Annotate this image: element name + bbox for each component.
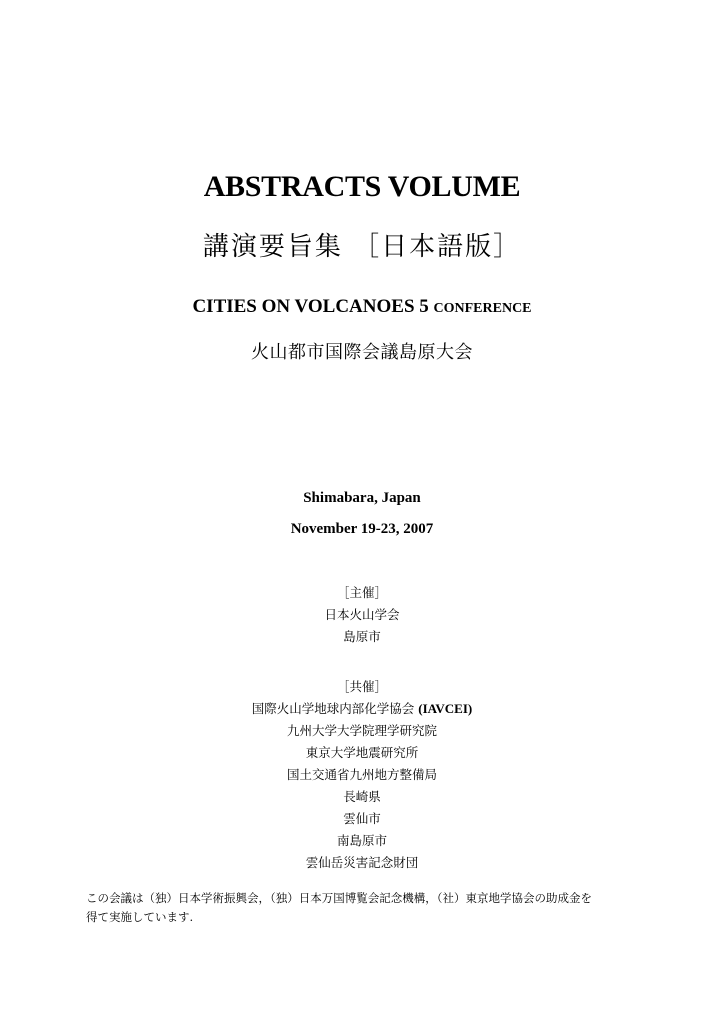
funding-footnote-line-1: この会議は（独）日本学術振興会，（独）日本万国博覧会記念機構，（社）東京地学協会の助成金を bbox=[86, 891, 592, 905]
cohost-item: 雲仙岳災害記念財団 bbox=[305, 855, 419, 870]
funding-footnote bbox=[86, 889, 646, 927]
cohost-item: 九州大学大学院理学研究院 bbox=[286, 723, 437, 738]
hosts-heading: ［主催］ bbox=[336, 585, 387, 600]
host-item: 日本火山学会 bbox=[324, 607, 400, 622]
conference-name-english bbox=[0, 296, 724, 318]
funding-footnote-line-2: 得て実施しています. bbox=[86, 910, 194, 924]
cohost-item-iavcei bbox=[0, 698, 724, 720]
conference-name-main: CITIES ON VOLCANOES 5 bbox=[192, 296, 429, 317]
conference-date: November 19-23, 2007 bbox=[290, 521, 434, 537]
cohost-item: 南島原市 bbox=[336, 833, 387, 848]
cohost-item-iavcei-ja: 国際火山学地球内部化学協会 bbox=[251, 701, 415, 716]
cohosts-section bbox=[0, 676, 724, 874]
cohost-item: 東京大学地震研究所 bbox=[305, 745, 419, 760]
conference-name-japanese: 火山都市国際会議島原大会 bbox=[251, 342, 473, 363]
cohost-item-iavcei-en: (IAVCEI) bbox=[418, 701, 473, 716]
title-english: ABSTRACTS VOLUME bbox=[203, 170, 521, 203]
cohosts-heading: ［共催］ bbox=[336, 679, 387, 694]
conference-name-suffix: CONFERENCE bbox=[433, 301, 532, 316]
host-item: 島原市 bbox=[343, 629, 381, 644]
cohost-item: 雲仙市 bbox=[343, 811, 381, 826]
hosts-section bbox=[0, 582, 724, 648]
cohost-item: 国土交通省九州地方整備局 bbox=[286, 767, 437, 782]
conference-location: Shimabara, Japan bbox=[303, 490, 421, 506]
title-japanese: 講演要旨集 ［日本語版］ bbox=[202, 232, 522, 262]
cohost-item: 長崎県 bbox=[343, 789, 381, 804]
